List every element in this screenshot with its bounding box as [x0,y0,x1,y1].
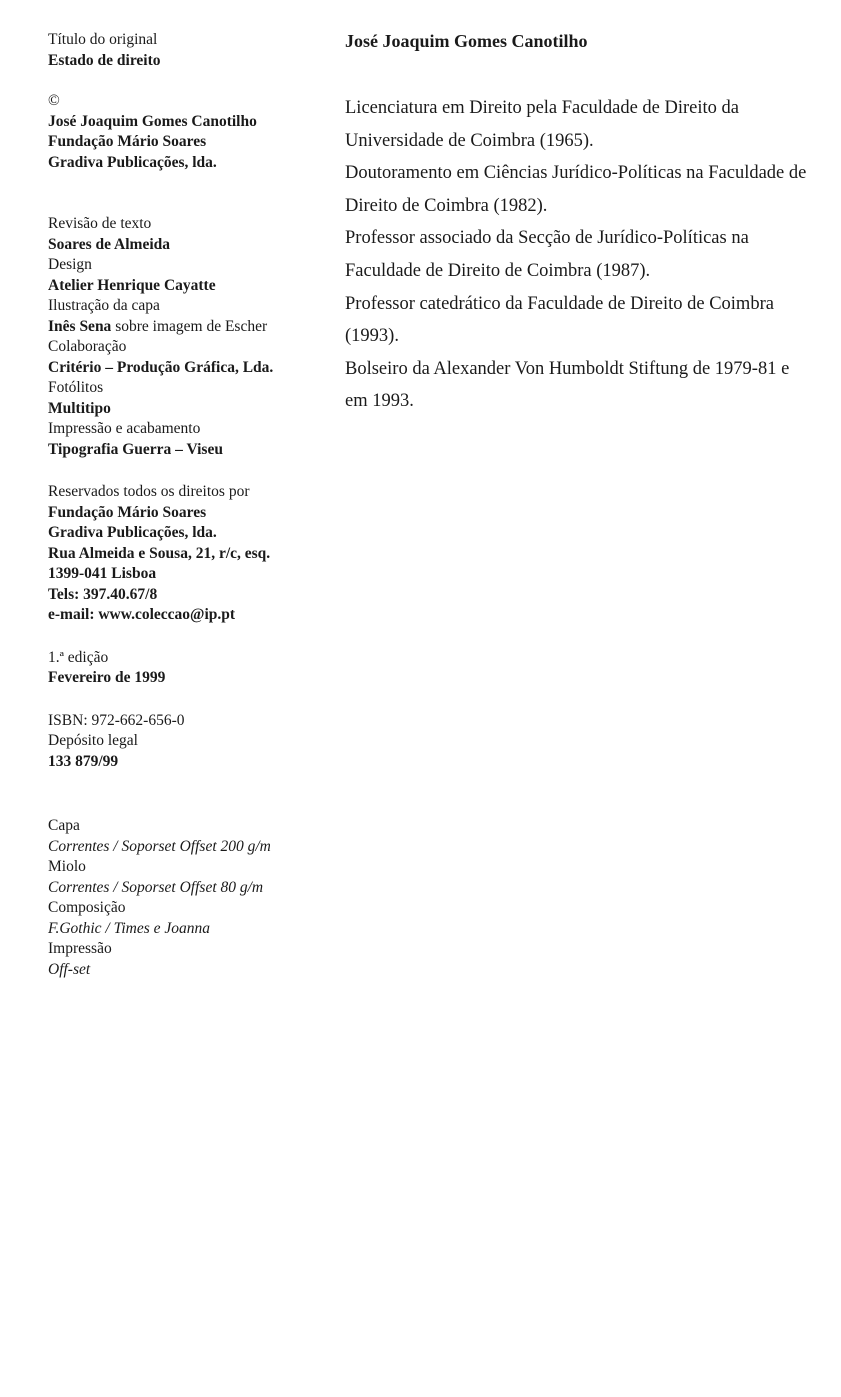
production-block [48,816,338,980]
credit-role: Design [48,256,92,273]
original-title: Estado de direito [48,51,161,69]
colophon [48,30,338,980]
credits-block [48,214,338,460]
rights-block [48,482,338,626]
copyright-holder: Fundação Mário Soares [48,133,207,150]
bio-entry: Licenciatura em Direito pela Faculdade de Direito da Universidade de Coimbra (1965). [345,98,739,151]
production-value: Correntes / Soporset Offset 80 g/m [48,878,264,896]
credit-name: Multitipo [48,399,111,417]
credit-role: Impressão e acabamento [48,420,201,437]
production-label: Composição [48,899,126,916]
original-title-label: Título do original [48,31,158,48]
rights-label: Reservados todos os direitos por [48,483,250,500]
production-label: Capa [48,817,80,834]
bio-entry: Professor associado da Secção de Jurídico-Políticas na Faculdade de Direito de Coimbra (1987). [345,228,749,281]
credit-name: Inês Sena [48,317,112,335]
edition-label: 1.ª edição [48,648,109,666]
copyright-holder: Gradiva Publicações, lda. [48,153,217,171]
production-value: Correntes / Soporset Offset 200 g/m [48,837,271,855]
credit-name: Critério – Produção Gráfica, Lda. [48,358,274,376]
rights-holder-line: Gradiva Publicações, lda. [48,524,217,541]
legal-deposit-number: 133 879/99 [48,752,119,770]
credit-role: Fotólitos [48,379,104,396]
credit-name: Tipografia Guerra – Viseu [48,440,223,458]
author-bio [345,92,815,418]
rights-holder-line: Tels: 397.40.67/8 [48,585,158,603]
edition-date: Fevereiro de 1999 [48,669,166,686]
legal-deposit-label: Depósito legal [48,732,138,749]
copyright-symbol: © [48,92,60,109]
credit-role: Revisão de texto [48,215,152,232]
author-section [345,28,815,418]
rights-holder-line: Fundação Mário Soares [48,503,207,521]
author-name: José Joaquim Gomes Canotilho [345,31,588,51]
credit-name: Atelier Henrique Cayatte [48,276,216,294]
credit-name: Soares de Almeida [48,235,170,253]
rights-holder-line: e-mail: www.coleccao@ip.pt [48,606,236,623]
bio-entry: Bolseiro da Alexander Von Humboldt Stiftung de 1979-81 e em 1993. [345,358,790,412]
production-label: Miolo [48,858,86,875]
credit-entry [48,317,338,338]
rights-holder-line: Rua Almeida e Sousa, 21, r/c, esq. [48,544,271,562]
rights-holder-line: 1399-041 Lisboa [48,565,157,582]
bio-entry: Doutoramento em Ciências Jurídico-Políticas na Faculdade de Direito de Coimbra (1982). [345,163,807,216]
production-value: Off-set [48,960,91,978]
isbn: ISBN: 972-662-656-0 [48,711,185,729]
credit-suffix: sobre imagem de Escher [111,317,268,335]
copyright-holder: José Joaquim Gomes Canotilho [48,112,257,130]
credit-role: Ilustração da capa [48,297,160,314]
credit-role: Colaboração [48,338,127,355]
production-value: F.Gothic / Times e Joanna [48,919,211,937]
bio-entry: Professor catedrático da Faculdade de Direito de Coimbra (1993). [345,293,774,347]
production-label: Impressão [48,940,112,957]
